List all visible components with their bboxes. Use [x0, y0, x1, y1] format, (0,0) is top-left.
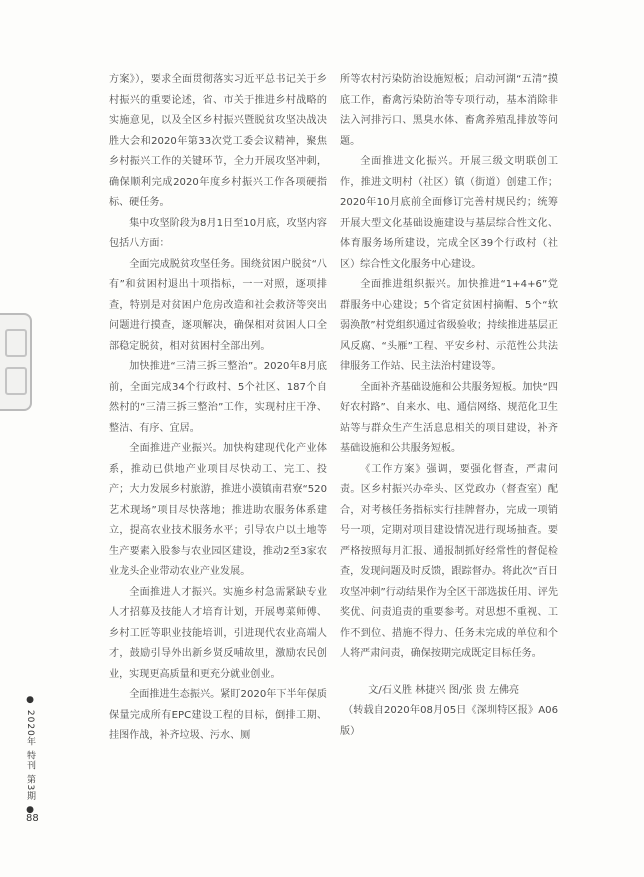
left-paragraph: 集中攻坚阶段为8月1日至10月底，攻坚内容包括八方面： — [109, 217, 327, 249]
reprint-source: （转载自2020年08月05日《深圳特区报》A06版） — [340, 705, 558, 737]
page-number: 88 — [26, 813, 39, 824]
left-text-column — [109, 70, 327, 747]
right-paragraph: 《工作方案》强调，要强化督查，严肃问责。区乡村振兴办牵头、区党政办（督查室）配合，对考核任务指标实行挂牌督办，完成一项销号一项，定期对项目建设情况进行现场抽查。要严格按照每月汇报、通报制抓好经常性的督促检查，发现问题及时反馈，跟踪督办。将此次“百日攻坚冲刺”行动结果作为全区干部选拔任用、评先奖优、问责追责的重要参考。对思想不重视、工作不到位、措施不得力、任务未完成的单位和个人将严肃问责，确保按期完成既定目标任务。 — [340, 463, 558, 659]
issue-label: ● 2020年 特刊 第3期 ● — [25, 695, 35, 817]
right-paragraph: 所等农村污染防治设施短板；启动河湖“五清”摸底工作，畜禽污染防治等专项行动，基本消除非法入河排污口、黑臭水体、畜禽养殖乱排放等问题。 — [340, 74, 558, 147]
right-text-column — [340, 70, 558, 742]
left-paragraph: 加快推进“三清三拆三整治”。2020年8月底前，全面完成34个行政村、5个社区、187个自然村的“三清三拆三整治”工作，实现村庄干净、整洁、有序、宜居。 — [109, 361, 327, 434]
seal-glyph-top — [5, 329, 27, 357]
credit-spacer — [340, 665, 558, 681]
left-paragraph: 全面完成脱贫攻坚任务。围绕贫困户脱贫“八有”和贫困村退出十项指标，一一对照，逐项排查，特别是对贫困户危房改造和社会救济等突出问题进行摸查，逐项解决，确保相对贫困人口全部稳定脱贫，相对贫困村全部出列。 — [109, 258, 327, 352]
right-paragraph: 全面推进组织振兴。加快推进“1+4+6”党群服务中心建设；5个省定贫困村摘帽、5个“软弱涣散”村党组织通过省级验收；持续推进基层正风反腐、“头雁”工程、平安乡村、示范性公共法律服务工作站、民主法治村建设等。 — [340, 279, 558, 372]
seal-logo — [0, 313, 32, 411]
right-paragraphs — [340, 70, 558, 665]
right-paragraph: 全面推进文化振兴。开展三级文明联创工作，推进文明村（社区）镇（街道）创建工作；2020年10月底前全面修订完善村规民约；统筹开展大型文化基础设施建设与基层综合性文化、体育服务场所建设，完成全区39个行政村（社区）综合性文化服务中心建设。 — [340, 156, 558, 270]
left-paragraph: 全面推进人才振兴。实施乡村急需紧缺专业人才招募及技能人才培育计划，开展粤菜师傅、乡村工匠等职业技能培训，引进现代农业高端人才，鼓励引导外出新乡贤反哺故里，激励农民创业，实现更高质量和更充分就业创业。 — [109, 586, 327, 680]
author-credit: 文/石义胜 林捷兴 图/张 贵 左佛亮 — [368, 684, 520, 696]
right-paragraph: 全面补齐基础设施和公共服务短板。加快“四好农村路”、自来水、电、通信网络、规范化卫生站等与群众生产生活息息相关的项目建设，补齐基础设施和公共服务短板。 — [340, 381, 558, 454]
left-paragraph: 全面推进产业振兴。加快构建现代化产业体系，推动已供地产业项目尽快动工、完工、投产；大力发展乡村旅游，推进小漠镇南君寮“520艺术现场”项目尽快落地；推进助农服务体系建立，提高农业技术服务水平；引导农户以土地等生产要素入股参与农业园区建设，推动2至3家农业龙头企业带动农业产业发展。 — [109, 443, 327, 577]
left-paragraph: 方案》），要求全面贯彻落实习近平总书记关于乡村振兴的重要论述，省、市关于推进乡村战略的实施意见，以及全区乡村振兴暨脱贫攻坚决战决胜大会和2020年第33次党工委会议精神，聚焦乡村振兴工作的关键环节，全力开展攻坚冲刺，确保顺利完成2020年度乡村振兴工作各项硬指标、硬任务。 — [109, 74, 327, 208]
left-paragraph: 全面推进生态振兴。紧盯2020年下半年保质保量完成所有EPC建设工程的目标，倒排工期、挂图作战，补齐垃圾、污水、厕 — [109, 689, 327, 741]
seal-glyph-bottom — [5, 367, 27, 395]
